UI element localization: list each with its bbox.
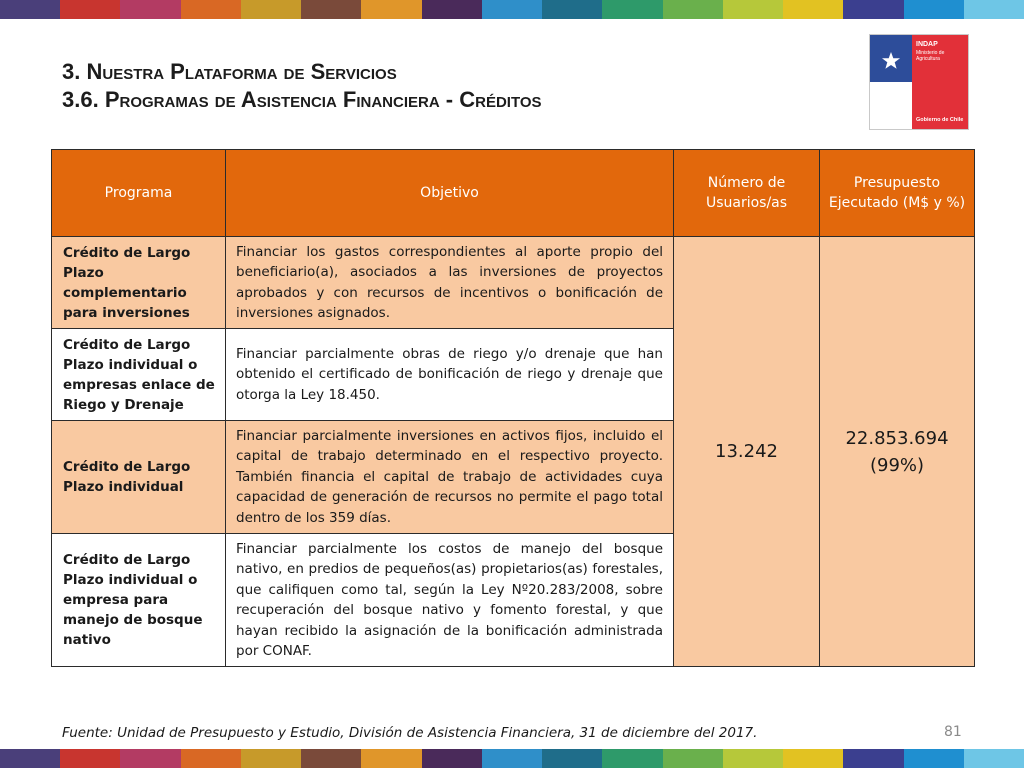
subsection-title: 3.6. Programas de Asistencia Financiera - Créditos [62,87,542,112]
program-objective: Financiar parcialmente los costos de manejo del bosque nativo, en predios de pequeños(as) propietarios(as) forestales, que califiquen como tal, según la Ley Nº20.283/2008, sobre recuperación del bosque nativo y fomento forestal, y que hayan recibido la asignación de la bonificación administrada por CONAF. [226,534,674,667]
color-stripe [0,0,60,19]
chile-coat-of-arms-icon [881,51,901,71]
color-stripe [60,749,120,768]
budget-cell [820,237,975,667]
indap-logo: INDAP Ministerio de Agricultura Gobierno de Chile [869,34,969,130]
column-header-objetivo: Objetivo [226,150,674,237]
color-stripe [542,0,602,19]
color-stripe [0,749,60,768]
table-row [52,237,975,329]
color-stripe [663,0,723,19]
program-name: Crédito de Largo Plazo individual [52,421,226,534]
color-stripe [482,0,542,19]
color-stripe [843,749,903,768]
column-header-programa: Programa [52,150,226,237]
color-stripe [783,0,843,19]
color-stripe [301,749,361,768]
source-note: Fuente: Unidad de Presupuesto y Estudio, División de Asistencia Financiera, 31 de diciembre del 2017. [62,725,758,741]
footer-color-band [0,749,1024,768]
program-name: Crédito de Largo Plazo individual o empresas enlace de Riego y Drenaje [52,329,226,421]
color-stripe [723,749,783,768]
color-stripe [542,749,602,768]
column-header-usuarios: Número de Usuarios/as [674,150,820,237]
color-stripe [723,0,783,19]
users-total: 13.242 [715,441,778,462]
color-stripe [181,749,241,768]
color-stripe [120,0,180,19]
color-stripe [422,0,482,19]
budget-percent: (99%) [869,454,925,476]
color-stripe [843,0,903,19]
color-stripe [181,0,241,19]
color-stripe [241,0,301,19]
budget-amount: 22.853.694 [845,427,949,449]
program-name: Crédito de Largo Plazo complementario para inversiones [52,237,226,329]
program-objective: Financiar parcialmente inversiones en activos fijos, incluido el capital de trabajo determinado en el respectivo proyecto. También financia el capital de trabajo de actividades cuya capacidad de generación de recursos no permite el pago total dentro de los 359 días. [226,421,674,534]
program-name: Crédito de Largo Plazo individual o empresa para manejo de bosque nativo [52,534,226,667]
color-stripe [361,0,421,19]
color-stripe [120,749,180,768]
color-stripe [60,0,120,19]
color-stripe [241,749,301,768]
program-objective: Financiar parcialmente obras de riego y/o drenaje que han obtenido el certificado de bonificación de riego y drenaje que otorga la Ley 18.450. [226,329,674,421]
slide-title [62,58,542,114]
column-header-presupuesto: Presupuesto Ejecutado (M$ y %) [820,150,975,237]
color-stripe [904,0,964,19]
color-stripe [904,749,964,768]
credit-programs-table [51,149,975,667]
color-stripe [663,749,723,768]
page-number: 81 [944,724,962,740]
color-stripe [602,749,662,768]
table-header-row [52,150,975,237]
color-stripe [482,749,542,768]
color-stripe [422,749,482,768]
color-stripe [964,0,1024,19]
section-title: 3. Nuestra Plataforma de Servicios [62,59,397,84]
color-stripe [301,0,361,19]
color-stripe [361,749,421,768]
color-stripe [964,749,1024,768]
color-stripe [602,0,662,19]
color-stripe [783,749,843,768]
users-total-cell [674,237,820,667]
header-color-band [0,0,1024,19]
program-objective: Financiar los gastos correspondientes al aporte propio del beneficiario(a), asociados a las inversiones de proyectos aprobados y con recursos de incentivos o bonificación de inversiones asignados. [226,237,674,329]
